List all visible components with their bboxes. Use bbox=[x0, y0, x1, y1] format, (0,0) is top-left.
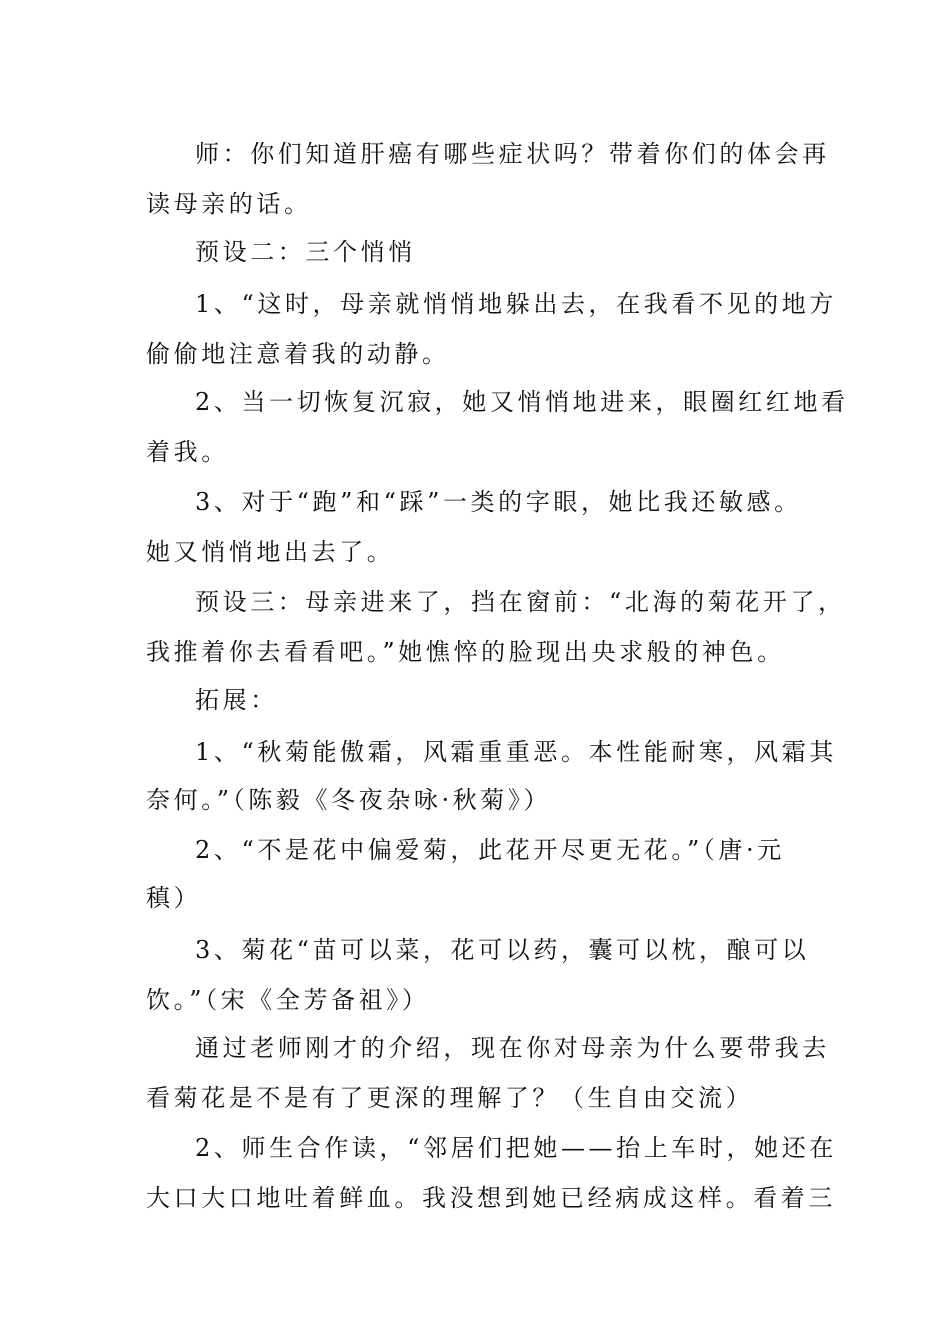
text-line: 1、“秋菊能傲霜，风霜重重恶。本性能耐寒，风霜其 bbox=[195, 738, 837, 766]
text-line: 2、师生合作读，“邻居们把她——抬上车时，她还在 bbox=[195, 1134, 837, 1162]
text-line: 通过老师刚才的介绍，现在你对母亲为什么要带我去 bbox=[195, 1034, 830, 1062]
text-line: 读母亲的话。 bbox=[146, 190, 312, 218]
text-line: 她又悄悄地出去了。 bbox=[146, 538, 395, 566]
text-line: 3、对于“跑”和“踩”一类的字眼，她比我还敏感。 bbox=[195, 488, 802, 516]
text-line: 师：你们知道肝癌有哪些症状吗？带着你们的体会再 bbox=[195, 140, 830, 168]
text-line: 预设二：三个悄悄 bbox=[195, 238, 416, 266]
text-line: 我推着你去看看吧。”她憔悴的脸现出央求般的神色。 bbox=[146, 638, 785, 666]
text-line: 看菊花是不是有了更深的理解了？（生自由交流） bbox=[146, 1084, 754, 1112]
text-line: 奈何。”（陈毅《冬夜杂咏·秋菊》） bbox=[146, 786, 552, 814]
text-line: 3、菊花“苗可以菜，花可以药，囊可以枕，酿可以 bbox=[195, 936, 810, 964]
text-line: 1、“这时，母亲就悄悄地躲出去，在我看不见的地方 bbox=[195, 290, 837, 318]
text-line: 大口大口地吐着鲜血。我没想到她已经病成这样。看着三 bbox=[146, 1184, 836, 1212]
text-line: 偷偷地注意着我的动静。 bbox=[146, 340, 450, 368]
text-line: 2、“不是花中偏爱菊，此花开尽更无花。”（唐·元 bbox=[195, 836, 785, 864]
text-line: 2、当一切恢复沉寂，她又悄悄地进来，眼圈红红地看 bbox=[195, 388, 849, 416]
text-line: 饮。”（宋《全芳备祖》） bbox=[146, 986, 430, 1014]
text-line: 稹） bbox=[146, 884, 202, 912]
text-line: 着我。 bbox=[146, 438, 229, 466]
text-line: 拓展： bbox=[195, 686, 278, 714]
text-line: 预设三：母亲进来了，挡在窗前：“北海的菊花开了， bbox=[195, 588, 846, 616]
